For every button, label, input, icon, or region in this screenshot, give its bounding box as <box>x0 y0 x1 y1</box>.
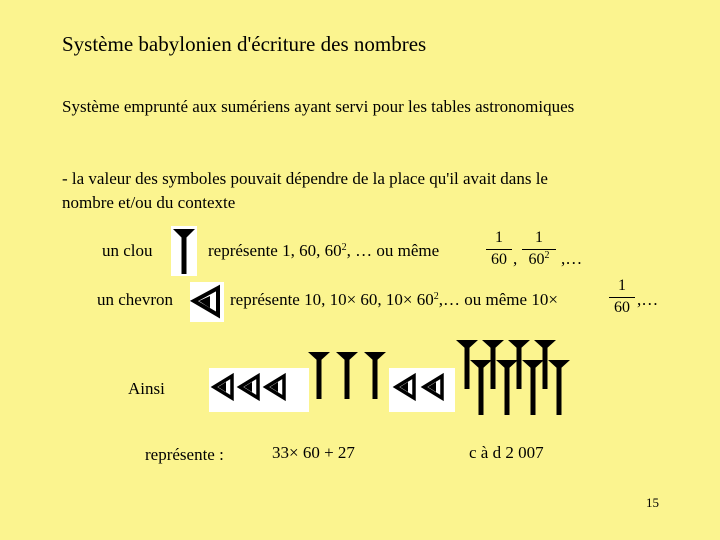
clou-frac1-numerator: 1 <box>495 229 503 246</box>
example-group-1-chevrons <box>214 376 284 398</box>
represente-label: représente : <box>145 445 224 464</box>
clou-separator: , <box>513 249 518 268</box>
chevron-fraction <box>609 278 635 316</box>
chevron-text-after: ,… ou même 10× <box>438 290 558 309</box>
cuneiform-example <box>200 338 600 418</box>
chevron-frac-denominator: 60 <box>614 299 630 316</box>
chevron-icon <box>214 376 232 398</box>
example-group-4-clous <box>456 340 570 415</box>
clou-frac2-exponent: 2 <box>544 250 550 261</box>
clou-icon <box>548 360 570 415</box>
chevron-icon <box>396 376 414 398</box>
clou-description <box>208 242 439 259</box>
clou-icon <box>336 352 358 399</box>
fraction-bar <box>522 249 556 250</box>
clou-label: un clou <box>102 241 153 260</box>
chevron-label: un chevron <box>97 290 174 309</box>
clou-icon <box>522 360 544 415</box>
clou-fraction-2 <box>522 230 556 268</box>
slide-title: Système babylonien d'écriture des nombres <box>62 32 427 56</box>
clou-icon <box>308 352 330 399</box>
chevron-icon <box>190 282 224 322</box>
chevron-description <box>230 291 558 308</box>
chevron-glyph-box <box>190 282 224 322</box>
clou-icon <box>456 340 478 389</box>
clou-exponent: 2 <box>341 242 347 253</box>
chevron-icon <box>240 376 258 398</box>
chevron-exponent: 2 <box>433 291 439 302</box>
clou-frac2-den-base: 60 <box>528 251 545 268</box>
clou-fraction-1 <box>486 230 512 268</box>
clou-icon <box>496 360 518 415</box>
fraction-bar <box>486 249 512 250</box>
example-value: 33× 60 + 27 <box>272 443 355 462</box>
subtitle: Système emprunté aux sumériens ayant servi pour les tables astronomiques <box>62 97 575 116</box>
chevron-text-before: représente 10, 10× 60, 10× 60 <box>230 290 434 309</box>
clou-icon <box>470 360 492 415</box>
clou-frac1-denominator: 60 <box>491 251 507 268</box>
chevron-frac-numerator: 1 <box>618 277 626 294</box>
page-number: 15 <box>646 495 659 510</box>
rule-line-1: - la valeur des symboles pouvait dépendre de la place qu'il avait dans le <box>62 169 548 188</box>
clou-icon <box>364 352 386 399</box>
clou-icon <box>171 226 197 276</box>
example-group-3-chevrons <box>396 376 442 398</box>
clou-text-before: représente 1, 60, 60 <box>208 241 342 260</box>
clou-frac2-denominator <box>529 252 550 268</box>
clou-trailing: ,… <box>561 249 583 268</box>
example-label: Ainsi <box>128 379 165 398</box>
chevron-icon <box>266 376 284 398</box>
fraction-bar <box>609 297 635 298</box>
rule-line-2: nombre et/ou du contexte <box>62 193 236 212</box>
clou-glyph-box <box>171 226 197 276</box>
clou-text-after: , … ou même <box>346 241 440 260</box>
example-group-2-clous <box>308 352 386 399</box>
example-result: c à d 2 007 <box>469 443 544 462</box>
chevron-icon <box>424 376 442 398</box>
clou-frac2-numerator: 1 <box>535 229 543 246</box>
chevron-trailing: ,… <box>637 290 659 309</box>
